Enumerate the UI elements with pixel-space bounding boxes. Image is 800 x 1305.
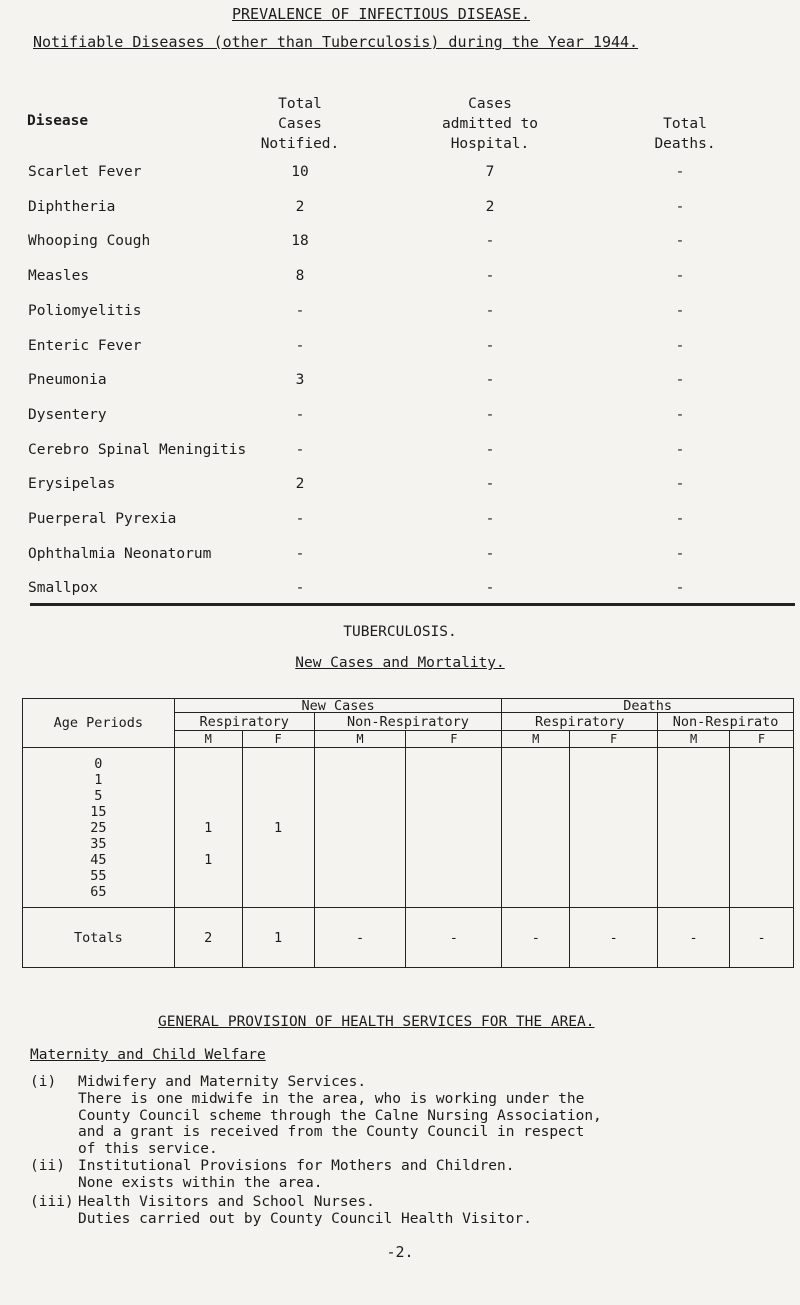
tb-cell (175, 772, 242, 788)
tb-cell (315, 852, 406, 868)
m-header: M (502, 731, 570, 748)
page-subtitle: Notifiable Diseases (other than Tuberculosis) during the Year 1944. (33, 33, 639, 51)
tb-cell (502, 788, 569, 804)
tb-cell (658, 852, 729, 868)
tb-cell (730, 884, 793, 900)
maternity-section-heading: Maternity and Child Welfare (30, 1047, 266, 1063)
tb-cell (658, 788, 729, 804)
tb-cell (243, 804, 314, 820)
tb-cell (406, 820, 501, 836)
f-header: F (406, 731, 502, 748)
new-non-respiratory-m-values (314, 748, 406, 908)
new-respiratory-m-values (174, 748, 242, 908)
age-period: 5 (94, 787, 103, 804)
tb-cell (502, 836, 569, 852)
notified-count: 10 (291, 164, 309, 180)
tb-cell (570, 836, 657, 852)
tuberculosis-table (22, 698, 794, 968)
provision-item: (ii) Institutional Provisions for Mothers and Children. (30, 1158, 515, 1174)
disease-name: Enteric Fever (28, 338, 142, 354)
disease-name: Smallpox (28, 580, 98, 596)
age-periods-list (23, 748, 175, 908)
new-respiratory-f-values (242, 748, 314, 908)
notified-count: 8 (295, 268, 305, 284)
tb-cell (406, 772, 501, 788)
deaths-respiratory-m-values (502, 748, 570, 908)
age-period: 15 (90, 803, 107, 820)
tb-cell (730, 852, 793, 868)
page-number: -2. (386, 1243, 414, 1261)
tb-cell (406, 836, 501, 852)
disease-name: Cerebro Spinal Meningitis (28, 442, 247, 458)
notified-count: 3 (295, 372, 305, 388)
tb-cell (730, 836, 793, 852)
tb-cell (570, 788, 657, 804)
total-value: - (658, 908, 730, 968)
disease-name: Dysentery (28, 407, 107, 423)
tb-cell (315, 868, 406, 884)
notified-count: - (295, 442, 305, 458)
tb-cell (315, 788, 406, 804)
disease-name: Whooping Cough (28, 233, 151, 249)
f-header: F (730, 731, 794, 748)
hospital-count: - (485, 372, 495, 388)
disease-name: Puerperal Pyrexia (28, 511, 177, 527)
deaths-count: - (675, 233, 685, 249)
hospital-count: - (485, 407, 495, 423)
col-header-hospital: Cases admitted to Hospital. (441, 96, 539, 152)
age-period: 55 (90, 867, 107, 884)
age-period: 65 (90, 883, 107, 900)
f-header: F (570, 731, 658, 748)
tb-cell (730, 820, 793, 836)
new-respiratory-header: Respiratory (174, 713, 314, 731)
hospital-count: - (485, 442, 495, 458)
notified-count: 2 (295, 476, 305, 492)
tb-cell (315, 884, 406, 900)
tb-cell (315, 820, 406, 836)
hospital-count: - (485, 268, 495, 284)
page-title: PREVALENCE OF INFECTIOUS DISEASE. (232, 5, 531, 23)
tb-cell (730, 868, 793, 884)
tb-cell (730, 756, 793, 772)
tb-cell (658, 756, 729, 772)
hospital-count: - (485, 233, 495, 249)
tb-cell (502, 756, 569, 772)
tb-cell (658, 820, 729, 836)
tb-title: TUBERCULOSIS. (343, 624, 457, 640)
deaths-count: - (675, 442, 685, 458)
tb-cell (175, 884, 242, 900)
hospital-count: 2 (485, 199, 495, 215)
general-provision-title: GENERAL PROVISION OF HEALTH SERVICES FOR THE AREA. (158, 1014, 595, 1030)
tb-cell (570, 868, 657, 884)
tb-cell (502, 852, 569, 868)
age-period: 0 (94, 755, 103, 772)
tb-cell (175, 804, 242, 820)
col-header-deaths: Total Deaths. (654, 116, 716, 152)
tb-cell (175, 756, 242, 772)
disease-name: Erysipelas (28, 476, 116, 492)
tb-cell (570, 820, 657, 836)
provision-item-text: Duties carried out by County Council Health Visitor. (78, 1211, 532, 1227)
provision-item: (iii) Health Visitors and School Nurses. (30, 1194, 375, 1210)
notified-count: - (295, 338, 305, 354)
tb-cell (175, 868, 242, 884)
tb-cell (406, 884, 501, 900)
tb-cell (406, 804, 501, 820)
deaths-count: - (675, 268, 685, 284)
tb-cell (175, 788, 242, 804)
tb-cell (502, 804, 569, 820)
notified-count: - (295, 546, 305, 562)
disease-name: Ophthalmia Neonatorum (28, 546, 212, 562)
tb-cell (406, 756, 501, 772)
total-value: - (570, 908, 658, 968)
m-header: M (174, 731, 242, 748)
notified-count: - (295, 303, 305, 319)
deaths-count: - (675, 338, 685, 354)
deaths-respiratory-header: Respiratory (502, 713, 658, 731)
tb-cell (658, 836, 729, 852)
total-value: - (730, 908, 794, 968)
age-period: 1 (94, 771, 103, 788)
tb-cell (570, 804, 657, 820)
tb-cell (315, 804, 406, 820)
deaths-count: - (675, 199, 685, 215)
tb-cell (315, 756, 406, 772)
notified-count: - (295, 407, 305, 423)
provision-item-text: There is one midwife in the area, who is working under the County Council scheme through the Calne Nursing Association, and a grant is received from the County Council in respect of this service. (78, 1091, 602, 1157)
tb-cell (243, 852, 314, 868)
tb-cell (730, 772, 793, 788)
disease-name: Scarlet Fever (28, 164, 142, 180)
f-header: F (242, 731, 314, 748)
notified-count: - (295, 511, 305, 527)
hospital-count: - (485, 580, 495, 596)
deaths-count: - (675, 546, 685, 562)
new-cases-header: New Cases (174, 699, 502, 713)
provision-item-text: None exists within the area. (78, 1175, 323, 1191)
tb-cell (315, 836, 406, 852)
hospital-count: - (485, 338, 495, 354)
deaths-respiratory-f-values (570, 748, 658, 908)
new-non-respiratory-header: Non-Respiratory (314, 713, 502, 731)
tb-cell (243, 756, 314, 772)
tb-cell (570, 852, 657, 868)
tb-cell: 1 (204, 851, 213, 868)
deaths-count: - (675, 164, 685, 180)
age-period: 25 (90, 819, 107, 836)
tb-cell (570, 756, 657, 772)
tb-cell (406, 868, 501, 884)
col-header-notified: Total Cases Notified. (260, 96, 340, 152)
total-value: 2 (174, 908, 242, 968)
notified-count: - (295, 580, 305, 596)
deaths-count: - (675, 476, 685, 492)
age-periods-header: Age Periods (23, 699, 175, 748)
tb-cell (406, 788, 501, 804)
disease-name: Diphtheria (28, 199, 116, 215)
notified-count: 2 (295, 199, 305, 215)
tb-subtitle: New Cases and Mortality. (295, 655, 505, 671)
tb-cell (570, 772, 657, 788)
m-header: M (658, 731, 730, 748)
tb-cell (658, 868, 729, 884)
disease-name: Pneumonia (28, 372, 107, 388)
new-non-respiratory-f-values (406, 748, 502, 908)
provision-item: (i) Midwifery and Maternity Services. (30, 1074, 367, 1090)
total-value: - (314, 908, 406, 968)
tb-cell (730, 804, 793, 820)
notified-count: 18 (291, 233, 309, 249)
hospital-count: - (485, 476, 495, 492)
total-value: - (502, 908, 570, 968)
disease-name: Measles (28, 268, 90, 284)
deaths-non-respiratory-header: Non-Respirato (658, 713, 794, 731)
hospital-count: - (485, 546, 495, 562)
tb-cell (243, 772, 314, 788)
tb-cell (175, 836, 242, 852)
deaths-count: - (675, 303, 685, 319)
tb-cell (406, 852, 501, 868)
deaths-non-respiratory-f-values (730, 748, 794, 908)
section-divider (30, 603, 795, 606)
tb-cell (243, 884, 314, 900)
tb-cell (243, 868, 314, 884)
tb-cell (502, 772, 569, 788)
tb-cell (502, 868, 569, 884)
total-value: 1 (242, 908, 314, 968)
tb-cell (570, 884, 657, 900)
deaths-count: - (675, 407, 685, 423)
tb-cell (658, 884, 729, 900)
tb-cell (658, 804, 729, 820)
total-value: - (406, 908, 502, 968)
totals-label: Totals (23, 908, 175, 968)
deaths-count: - (675, 580, 685, 596)
col-header-disease: Disease (27, 113, 89, 129)
deaths-non-respiratory-m-values (658, 748, 730, 908)
tb-cell (658, 772, 729, 788)
hospital-count: - (485, 303, 495, 319)
disease-name: Poliomyelitis (28, 303, 142, 319)
tb-cell (730, 788, 793, 804)
tb-cell (315, 772, 406, 788)
hospital-count: 7 (485, 164, 495, 180)
tb-cell: 1 (204, 819, 213, 836)
tb-cell (502, 884, 569, 900)
age-period: 45 (90, 851, 107, 868)
hospital-count: - (485, 511, 495, 527)
deaths-header: Deaths (502, 699, 794, 713)
tb-cell (243, 788, 314, 804)
age-period: 35 (90, 835, 107, 852)
tb-cell (502, 820, 569, 836)
tb-cell (243, 836, 314, 852)
deaths-count: - (675, 372, 685, 388)
tb-cell: 1 (274, 819, 283, 836)
m-header: M (314, 731, 406, 748)
deaths-count: - (675, 511, 685, 527)
